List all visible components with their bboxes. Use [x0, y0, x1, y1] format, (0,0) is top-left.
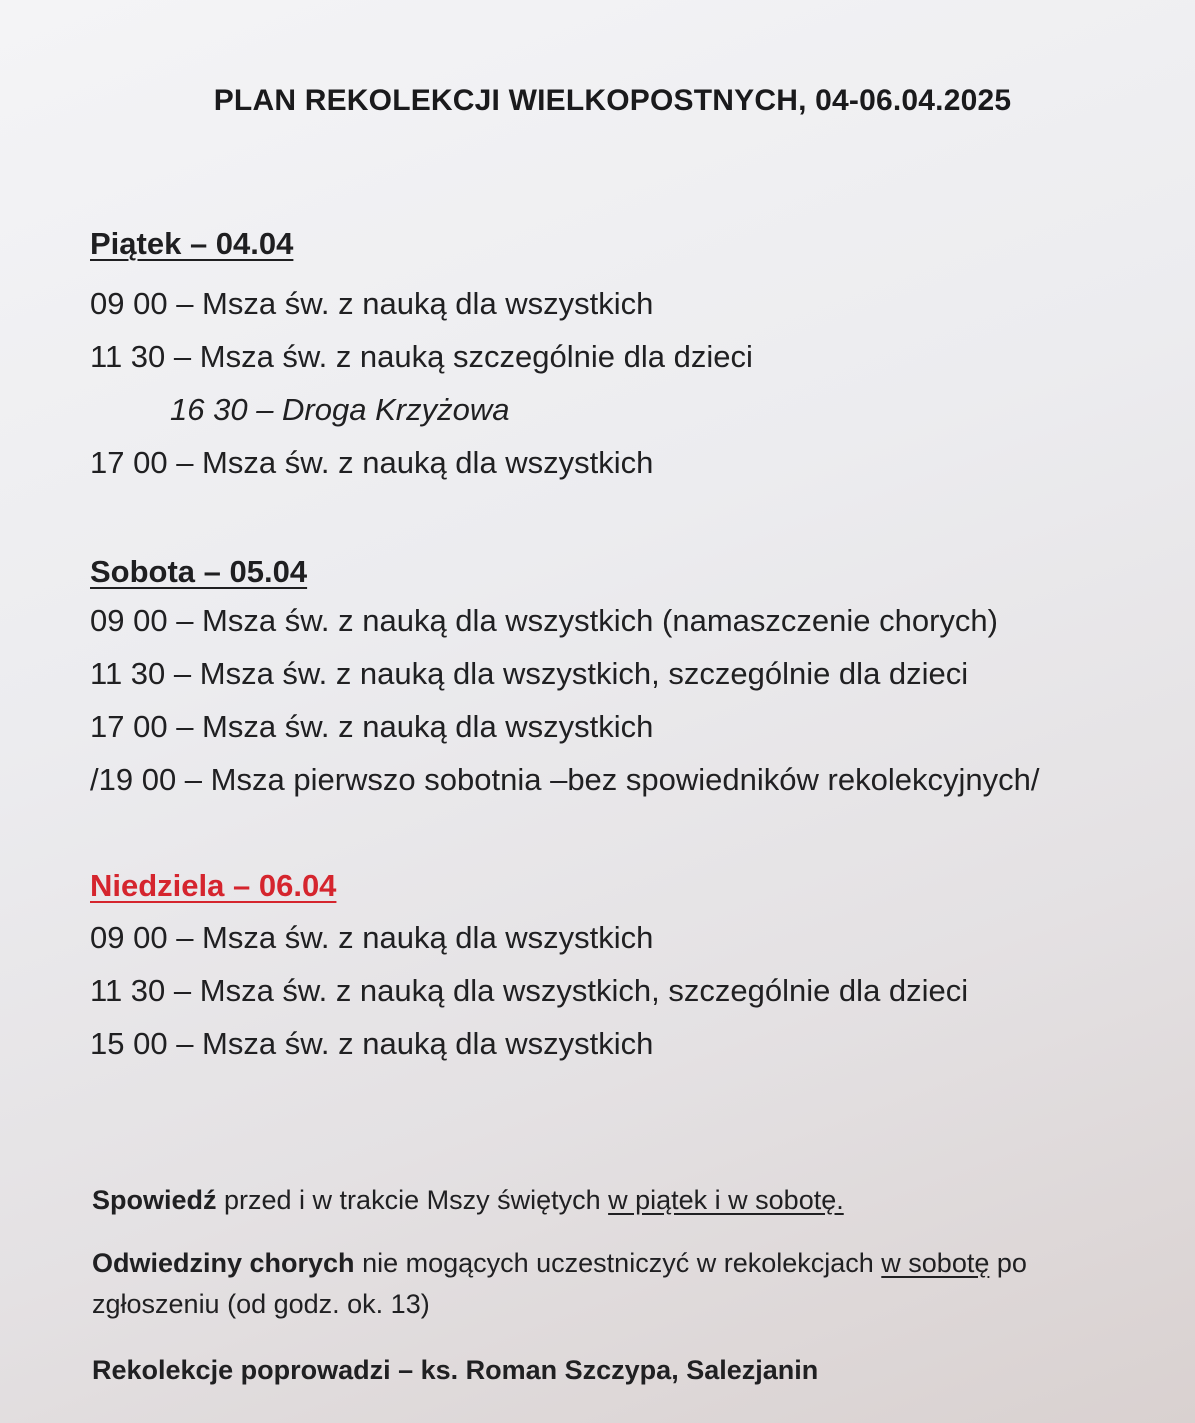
sick-visits-day: w sobotę — [881, 1248, 990, 1278]
schedule-entry: /19 00 – Msza pierwszo sobotnia –bez spowiedników rekolekcyjnych/ — [90, 762, 1040, 797]
sick-visits-text: nie mogących uczestniczyć w rekolekcjach — [354, 1248, 882, 1278]
schedule-entry: 17 00 – Msza św. z nauką dla wszystkich — [90, 445, 654, 480]
schedule-entry: 11 30 – Msza św. z nauką szczególnie dla dzieci — [90, 339, 753, 374]
day-heading-friday: Piątek – 04.04 — [90, 226, 294, 261]
schedule-entry: 11 30 – Msza św. z nauką dla wszystkich, szczególnie dla dzieci — [90, 656, 969, 691]
schedule-entry: 09 00 – Msza św. z nauką dla wszystkich — [90, 286, 654, 321]
schedule-entry-stations-of-cross: 16 30 – Droga Krzyżowa — [170, 392, 510, 427]
sick-visits-tail: po zgłoszeniu (od godz. ok. 13) — [92, 1248, 1027, 1319]
sick-visits-note — [92, 1243, 1132, 1325]
schedule-entry: 09 00 – Msza św. z nauką dla wszystkich (namaszczenie chorych) — [90, 603, 998, 638]
schedule-entry: 15 00 – Msza św. z nauką dla wszystkich — [90, 1026, 654, 1061]
schedule-entry: 17 00 – Msza św. z nauką dla wszystkich — [90, 709, 654, 744]
document-title: PLAN REKOLEKCJI WIELKOPOSTNYCH, 04-06.04.2025 — [213, 84, 1012, 117]
confession-label: Spowiedź — [92, 1185, 217, 1215]
day-heading-sunday: Niedziela – 06.04 — [90, 868, 337, 903]
confession-text: przed i w trakcie Mszy świętych — [216, 1185, 609, 1215]
confession-note — [92, 1180, 1132, 1221]
retreat-leader: Rekolekcje poprowadzi – ks. Roman Szczypa, Salezjanin — [92, 1355, 819, 1385]
schedule-entry: 11 30 – Msza św. z nauką dla wszystkich, szczególnie dla dzieci — [90, 973, 969, 1008]
day-heading-saturday: Sobota – 05.04 — [90, 554, 308, 589]
sick-visits-label: Odwiedziny chorych — [92, 1248, 355, 1278]
schedule-entry: 09 00 – Msza św. z nauką dla wszystkich — [90, 920, 654, 955]
confession-days: w piątek i w sobotę. — [608, 1185, 844, 1215]
retreat-leader-note — [92, 1350, 1132, 1391]
